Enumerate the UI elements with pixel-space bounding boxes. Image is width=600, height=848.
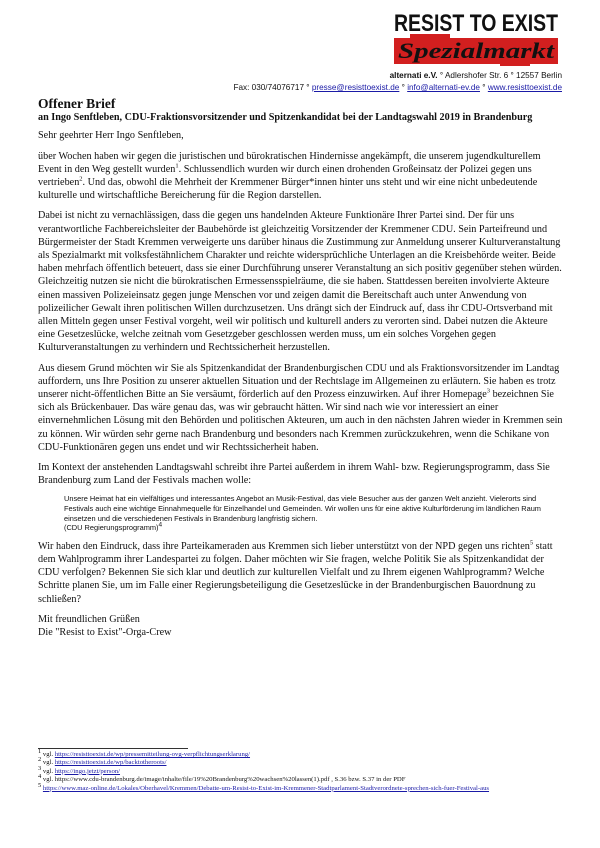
sender-address-line — [233, 70, 562, 82]
sender-fax: Fax: 030/74076717 — [233, 83, 304, 92]
footnote-ref-2: 2 — [79, 175, 83, 183]
website-link[interactable]: www.resisttoexist.de — [487, 83, 562, 92]
letter-title: Offener Brief — [38, 96, 116, 111]
footnote-5: $^5$ https://www.maz-online.de/Lokales/Oberhavel/Kremmen/Debatte-um-Resist-to-Exist-im-Kremmener-Stadtparlament-Stadtverordnete-sprechen-sich-fuer-Festival-aus — [38, 781, 490, 792]
footnote-1: $^1$ vgl. https://resisttoexist.de/wp/pressemitteilung-ovg-verpflichtungserklarung/ — [38, 747, 251, 758]
quote-source: (CDU Regierungsprogramm) — [64, 523, 159, 533]
quote-text: Unsere Heimat hat ein vielfältiges und interessantes Angebot an Musik-Festival, das viele Besucher aus der ganzen Welt anzieht. Vielerorts sind Festivals auch eine wichtige Einnahmequelle für Einzelhandel und Gemeinden. Wir wollen uns für eine aktive Kulturförderung im ländlichen Raum einsetzen und die verschiedenen Festivals in Brandenburg langfristig sichern. — [64, 494, 541, 523]
footnote-4: $^4$ vgl. https://www.cdu-brandenburg.de/image/inhalte/file/19%20Brandenburg%20wachsen%20lassen(1).pdf , S.36 bzw. S.37 in der PDF — [38, 772, 406, 784]
sender-address: ° Adlershofer Str. 6 ° 12557 Berlin — [439, 71, 562, 80]
sender-info — [233, 70, 562, 94]
footnote-ref-3: 3 — [486, 387, 491, 395]
logo-line-2: Spezialmarkt — [398, 38, 556, 63]
paragraph-2: Dabei ist nicht zu vernachlässigen, dass die gegen uns handelnden Akteure Funktionäre Ihrer Partei sind. Der für uns verantwortliche Fachbereichsleiter der Baubehörde ist gleichzeitig Vorsitzender der Kremmener CDU. Sein Parteifreund und Bürgermeister der Stadt Kremmen verweigerte uns darüber hinaus die Zustimmung zur Anmeldung unserer Kulturveranstaltung als Spezialmarkt mit volksfestähnlichem Charakter und reichte widersprüchliche Unterlagen an die Kreisbehörde weiter. Beide haben mehrfach öffentlich beteuert, dass sie einer Durchführung unserer Veranstaltung an sich positiv gegenüber stehen würden. Gleichzeitig nutzen sie nicht die bürokratischen Ermessensspielräume, die sie haben. Stattdessen bereiten involvierte Akteure einen massiven Polizeieinsatz gegen junge Menschen vor und zeigen damit die Bereitschaft auch unter Anwendung von polizeilicher Gewalt ihren politischen Willen durchzusetzen. Uns drängt sich der Eindruck auf, dass ihr CDU-Ortsverband mit allen Mitteln gegen unser Festival vorgeht, weil wir politisch und kulturell anders zu verorten sind. Dabei nutzen die Akteure eine Gesetzeslücke, welche zeitnah vom Gesetzgeber geschlossen werden muss, um ein solches Vorgehen gegen Kulturveranstaltungen zu verhindern und Rechtssicherheit herzustellen. — [38, 210, 562, 354]
logo-graphic — [390, 4, 562, 68]
footnote-ref-4: 4 — [158, 521, 163, 529]
footnote-ref-5: 5 — [529, 539, 534, 547]
footnote-ref-1: 1 — [175, 162, 179, 170]
footnote-link-1[interactable]: https://resisttoexist.de/wp/pressemitteilung-ovg-verpflichtungserklarung/ — [54, 751, 251, 758]
salutation: Sehr geehrter Herr Ingo Senftleben, — [38, 130, 184, 142]
footnotes — [38, 748, 564, 793]
paragraph-4: Im Kontext der anstehenden Landtagswahl schreibt ihre Partei außerdem in ihrem Wahl- bzw. Regierungsprogramm, dass Sie Brandenburg zum Land der Festivals machen wolle: — [38, 462, 550, 487]
paragraph-3: Aus diesem Grund möchten wir Sie als Spitzenkandidat der Brandenburgischen CDU und als Fraktionsvorsitzender im Landtag auffordern, uns Ihre Position zu unserer aktuellen Situation und der Rechtslage im Allgemeinen zu erläutern. Sie haben es trotz unserer nicht-öffentlichen Bitte an Sie versäumt, förderlich auf den Prozess einzuwirken. Auf ihrer Homepage$^3$ bezeichnen Sie sich als Brückenbauer. Das wäre genau das, was wir gebraucht hätten. Wir sind nach wie vor interessiert an einer einvernehmlichen Lösung mit den Behörden und politischen Akteuren, um auch in den nächsten Jahren wieder in Kremmen sein zu können. Wir würden sehr gerne nach Brandenburg und besonders nach Kremmen zurückzukehren, wenn die Schikane von CDU-Funktionären gegen uns endet und wir Rechtssicherheit haben. — [38, 362, 563, 453]
closing: Mit freundlichen Grüßen — [38, 613, 140, 625]
letter-subtitle: an Ingo Senftleben, CDU-Fraktionsvorsitzender und Spitzenkandidat bei der Landtagswahl 2019 in Brandenburg — [38, 112, 533, 123]
logo-line-1: RESIST TO EXIST — [394, 10, 559, 37]
paragraph-5: Wir haben den Eindruck, dass ihre Parteikameraden aus Kremmen sich lieber unterstützt von der NPD gegen uns richten$^5$ statt dem Wahlprogramm ihrer Landespartei zu folgen. Daher möchten wir Sie fragen, welche Politik Sie als Spitzenkandidat der CDU verfolgen? Bekennen Sie sich klar und deutlich zur kulturellen Vielfalt und zu Ihrem eigenen Wahlprogramm? Welche Schritte planen Sie, um im Falle einer Regierungsbeteiligung die Gesetzeslücke in der Brandenburgischen Bauordnung zu schließen? — [38, 539, 553, 605]
block-quote — [64, 494, 564, 532]
paragraph-1: über Wochen haben wir gegen die juristischen und bürokratischen Hindernisse angekämpft, die unserem jugendkulturellem Event in den Weg gestellt wurden$^1$. Schlussendlich wurden wir durch einen drohenden Großeinsatz der Polizei gegen uns vertrieben$^2$. Und das, obwohl die Mehrheit der Kremmener Bürger*innen hinter uns steht und wir eine nicht unbedeutende kulturelle und wirtschaftliche Bereicherung für die Region darstellen. — [38, 150, 541, 202]
sender-contact-line: Fax: 030/74076717 ° presse@resisttoexist.de ° info@alternati-ev.de ° www.resisttoexist.de — [233, 83, 562, 92]
email-link-presse[interactable]: presse@resisttoexist.de — [311, 83, 400, 92]
signature: Die "Resist to Exist"-Orga-Crew — [38, 627, 172, 639]
letter-body — [38, 96, 564, 639]
footnote-link-2[interactable]: https://resisttoexist.de/wp/backtotheroots/ — [54, 759, 167, 767]
resist-to-exist-logo — [390, 4, 562, 68]
email-link-info[interactable]: info@alternati-ev.de — [407, 83, 480, 92]
sender-name: alternati e.V. — [389, 71, 438, 80]
footnote-divider — [38, 748, 188, 749]
footnote-link-5[interactable]: https://www.maz-online.de/Lokales/Oberhavel/Kremmen/Debatte-um-Resist-to-Exist-im-Kremmener-Stadtparlament-Stadtverordnete-sprechen-sich-fuer-Festival-aus — [42, 784, 490, 792]
footnote-link-3[interactable]: https://ingo.jetzt/person/ — [54, 767, 121, 775]
footnote-3: $^3$ vgl. https://ingo.jetzt/person/ — [38, 764, 121, 775]
footnote-2: $^2$ vgl. https://resisttoexist.de/wp/backtotheroots/ — [38, 756, 167, 767]
